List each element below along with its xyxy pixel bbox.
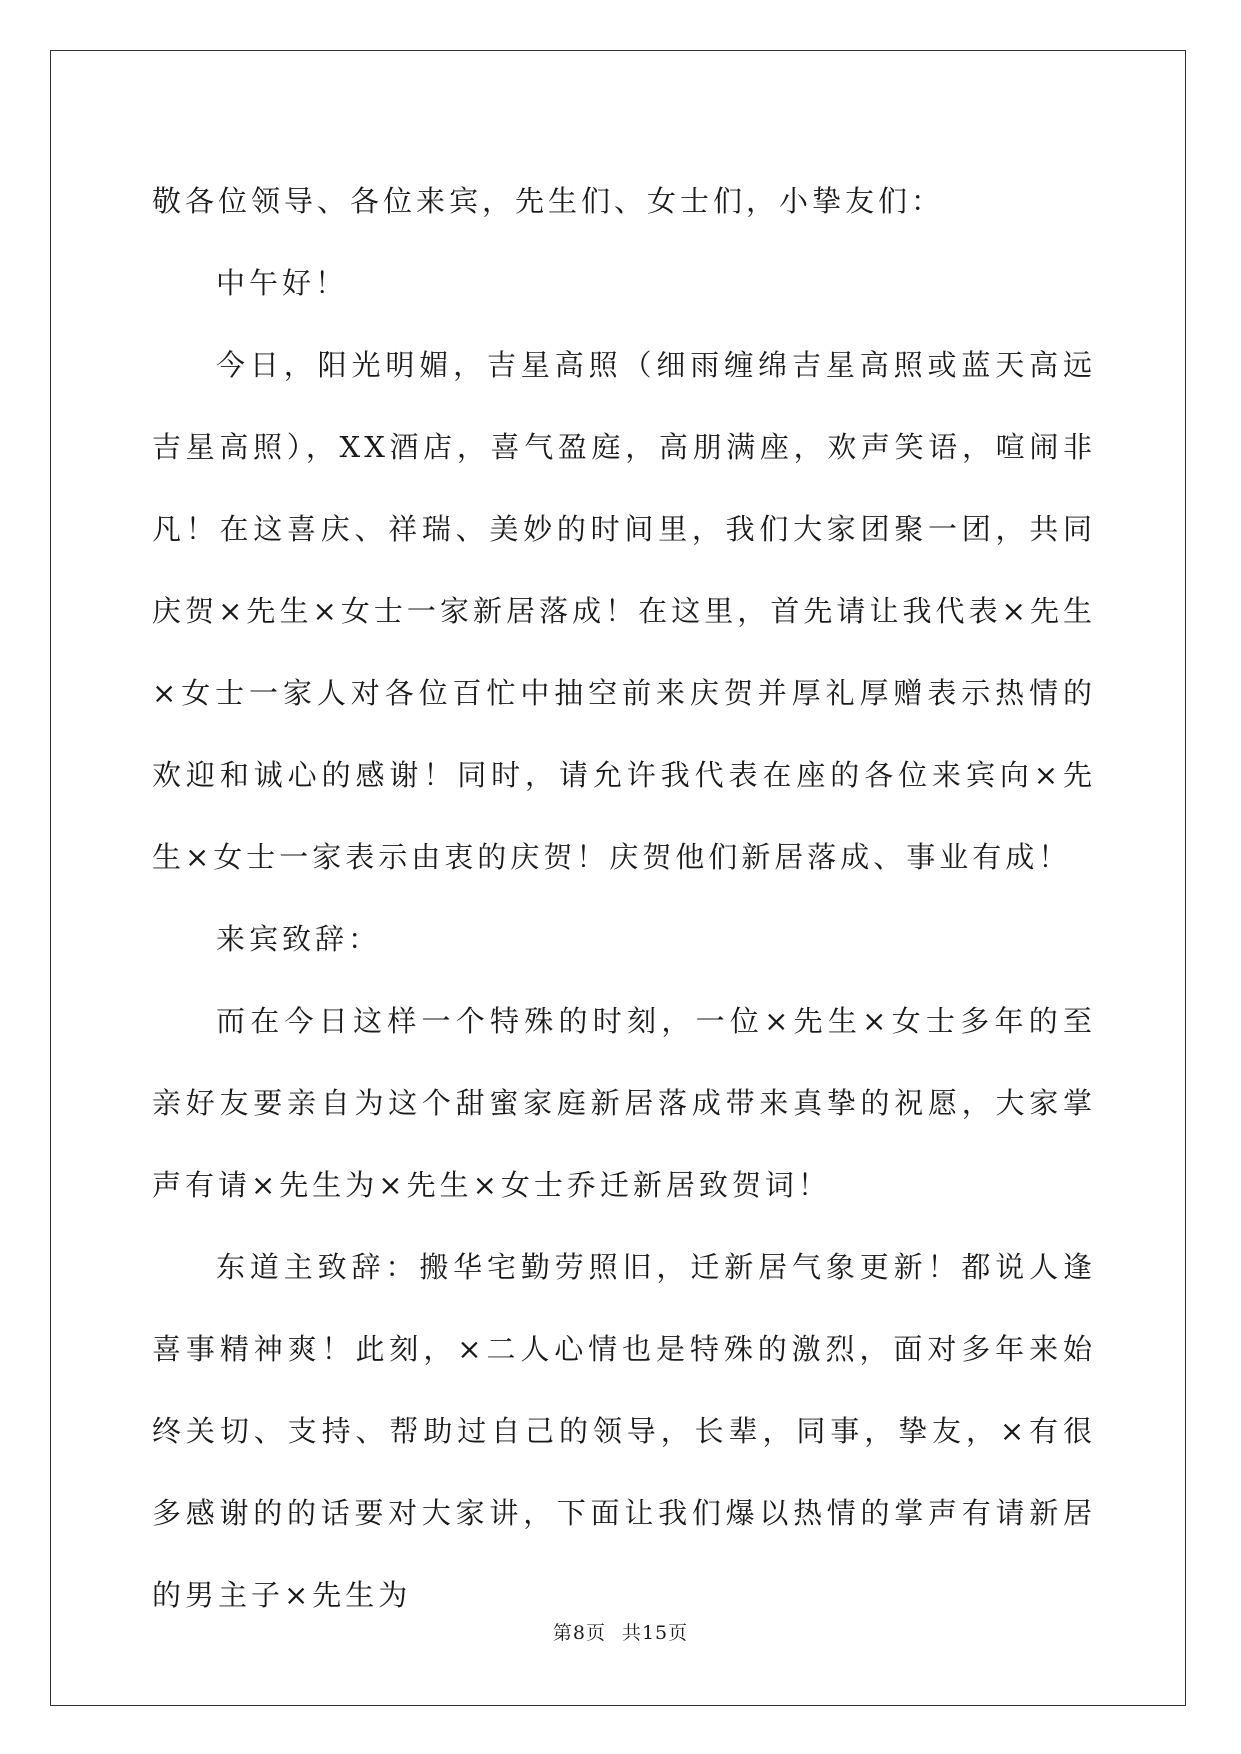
page-footer [0,1618,1241,1645]
document-body [152,160,1096,1636]
salutation-paragraph: 敬各位领导、各位来宾，先生们、女士们，小挚友们： [152,184,945,218]
guest-speech-paragraph: 而在今日这样一个特殊的时刻，一位×先生×女士多年的至亲好友要亲自为这个甜蜜家庭新居落成带来真挚的祝愿，大家掌声有请×先生为×先生×女士乔迁新居致贺词！ [152,1004,1096,1202]
page-total: 共15页 [621,1622,689,1644]
guest-speech-heading: 来宾致辞： [216,922,382,956]
greeting-paragraph: 中午好！ [216,266,349,300]
opening-paragraph: 今日，阳光明媚，吉星高照（细雨缠绵吉星高照或蓝天高远吉星高照），XX酒店，喜气盈庭，高朋满座，欢声笑语，喧闹非凡！在这喜庆、祥瑞、美妙的时间里，我们大家团聚一团，共同庆贺×先生×女士一家新居落成！在这里，首先请让我代表×先生×女士一家人对各位百忙中抽空前来庆贺并厚礼厚赠表示热情的欢迎和诚心的感谢！同时，请允许我代表在座的各位来宾向×先生×女士一家表示由衷的庆贺！庆贺他们新居落成、事业有成！ [152,348,1096,874]
page-number: 第8页 [552,1622,606,1644]
host-speech-paragraph: 东道主致辞：搬华宅勤劳照旧，迁新居气象更新！都说人逢喜事精神爽！此刻，×二人心情也是特殊的激烈，面对多年来始终关切、支持、帮助过自己的领导，长辈，同事，挚友，×有很多感谢的的话要对大家讲，下面让我们爆以热情的掌声有请新居的男主子×先生为 [152,1250,1096,1612]
